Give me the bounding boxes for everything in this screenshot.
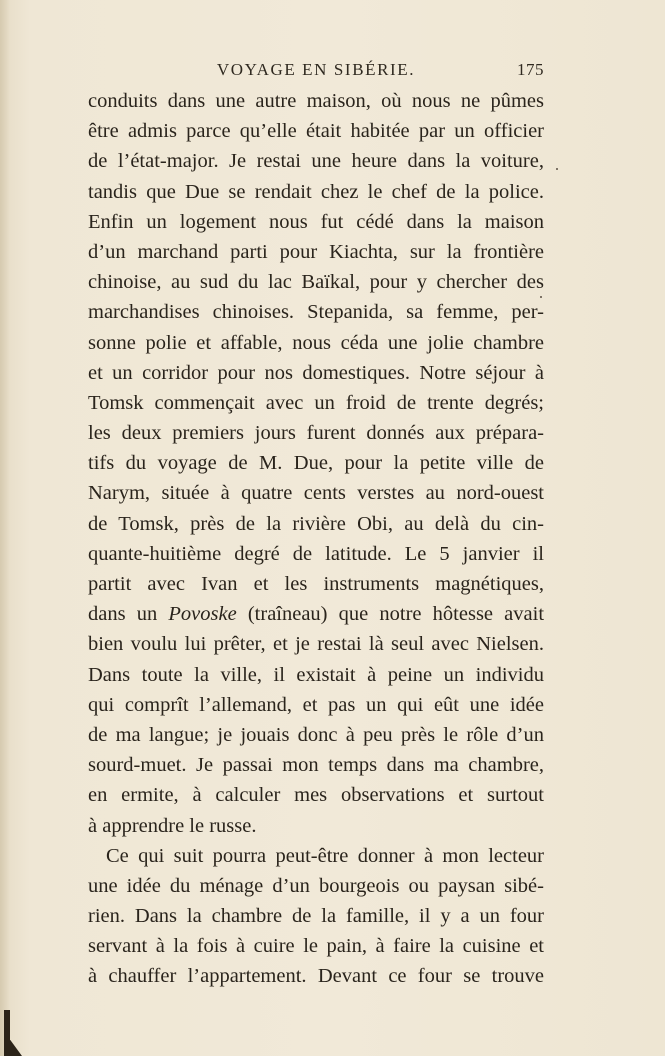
running-title: VOYAGE EN SIBÉRIE. [216, 60, 416, 79]
text-line: bien voulu lui prêter, et je restai là seul avec Nielsen. [88, 633, 544, 656]
page-gutter-shadow [0, 0, 10, 1056]
text-line: qui comprît l’allemand, et pas un qui eût une idée [88, 693, 544, 716]
text-line: et un corridor pour nos domestiques. Notre séjour à [88, 361, 544, 384]
text-line-with-italic [88, 599, 544, 629]
running-head [88, 58, 544, 84]
text-line: quante-huitième degré de latitude. Le 5 janvier il [88, 542, 544, 565]
paragraph-1 [88, 86, 544, 841]
text-line: de Tomsk, près de la rivière Obi, au delà du cin- [88, 512, 544, 535]
text-line: servant à la fois à cuire le pain, à faire la cuisine et [88, 935, 544, 958]
text-line: sonne polie et affable, nous céda une jolie chambre [88, 331, 544, 354]
text-line: en ermite, à calculer mes observations et surtout [88, 784, 544, 807]
text-line: à apprendre le russe. [88, 814, 257, 837]
page-number: 175 [517, 60, 544, 79]
paper-speck [556, 168, 558, 170]
text-line: d’un marchand parti pour Kiachta, sur la frontière [88, 240, 544, 263]
text-line: conduits dans une autre maison, où nous ne pûmes [88, 90, 544, 112]
text-segment: dans un [88, 603, 158, 626]
paragraph-2 [88, 841, 544, 992]
paper-speck [540, 296, 542, 298]
text-segment: (traîneau) que notre hôtesse avait [247, 603, 545, 626]
text-line: rien. Dans la chambre de la famille, il y a un four [88, 905, 544, 928]
text-line: être admis parce qu’elle était habitée par un officier [88, 120, 544, 143]
text-line: une idée du ménage d’un bourgeois ou paysan sibé- [88, 874, 544, 897]
text-line: Ce qui suit pourra peut-être donner à mon lecteur [106, 844, 544, 867]
text-line: Tomsk commençait avec un froid de trente degrés; [88, 391, 544, 414]
text-line: tifs du voyage de M. Due, pour la petite ville de [88, 452, 544, 475]
text-line: Narym, située à quatre cents verstes au nord-ouest [88, 482, 544, 505]
text-line: à chauffer l’appartement. Devant ce four se trouve [88, 965, 544, 988]
text-line: partit avec Ivan et les instruments magnétiques, [88, 573, 544, 595]
text-line: chinoise, au sud du lac Baïkal, pour y chercher des [88, 271, 544, 294]
binding-mark-foot [4, 1040, 22, 1056]
body-text [88, 86, 544, 992]
text-line: Dans toute la ville, il existait à peine un individu [88, 663, 544, 686]
italic-term: Povoske [168, 603, 237, 626]
text-line: tandis que Due se rendait chez le chef de la police. [88, 180, 544, 203]
text-line: sourd-muet. Je passai mon temps dans ma chambre, [88, 754, 544, 777]
text-line: Enfin un logement nous fut cédé dans la maison [88, 210, 544, 233]
text-line: de l’état-major. Je restai une heure dans la voiture, [88, 150, 544, 173]
text-line: de ma langue; je jouais donc à peu près le rôle d’un [88, 723, 544, 746]
text-line: les deux premiers jours furent donnés aux prépara- [88, 422, 544, 445]
text-line: marchandises chinoises. Stepanida, sa femme, per- [88, 301, 544, 324]
